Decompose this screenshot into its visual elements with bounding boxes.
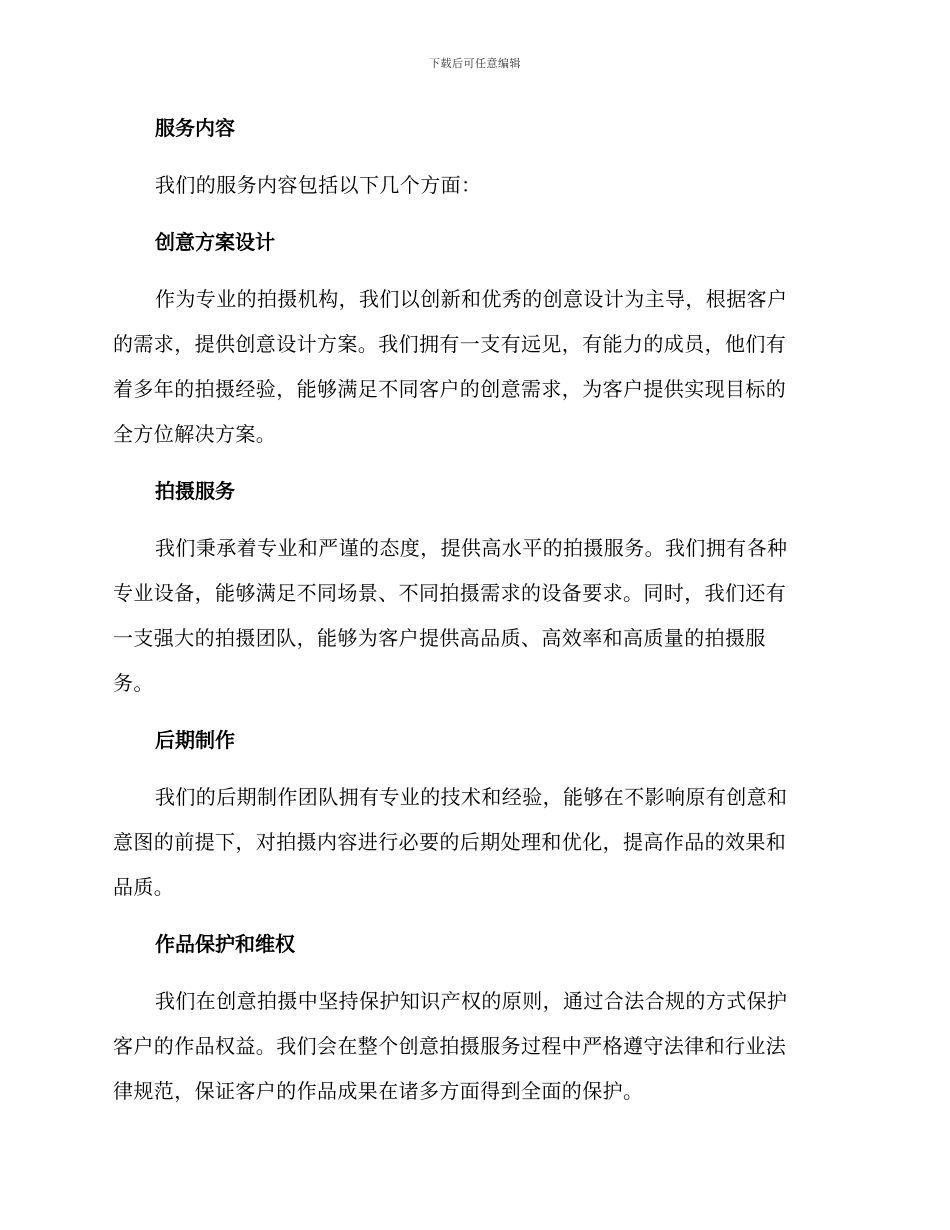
paragraph-copyright-protection <box>113 979 833 1114</box>
paragraph-line: 客户的作品权益。我们会在整个创意拍摄服务过程中严格遵守法律和行业法 <box>113 1034 787 1058</box>
section-heading-post-production: 后期制作 <box>155 728 235 752</box>
paragraph-line: 着多年的拍摄经验，能够满足不同客户的创意需求，为客户提供实现目标的 <box>113 377 787 401</box>
paragraph-line: 我们在创意拍摄中坚持保护知识产权的原则，通过合法合规的方式保护 <box>155 989 788 1013</box>
document-body <box>113 106 833 1126</box>
paragraph-line: 意图的前提下，对拍摄内容进行必要的后期处理和优化，提高作品的效果和 <box>113 830 787 854</box>
paragraph-creative-design <box>113 277 833 457</box>
paragraph-intro <box>113 163 833 208</box>
paragraph-shooting-service <box>113 526 833 706</box>
paragraph-line: 的需求，提供创意设计方案。我们拥有一支有远见，有能力的成员，他们有 <box>113 332 787 356</box>
paragraph-line: 品质。 <box>113 875 175 899</box>
header-note: 下载后可任意编辑 <box>429 57 521 70</box>
paragraph-line: 律规范，保证客户的作品成果在诸多方面得到全面的保护。 <box>113 1079 644 1103</box>
paragraph-line: 我们的服务内容包括以下几个方面： <box>155 173 482 197</box>
paragraph-line: 专业设备，能够满足不同场景、不同拍摄需求的设备要求。同时，我们还有 <box>113 581 787 605</box>
paragraph-line: 我们的后期制作团队拥有专业的技术和经验，能够在不影响原有创意和 <box>155 785 788 809</box>
paragraph-post-production <box>113 775 833 910</box>
section-heading-copyright-protection: 作品保护和维权 <box>155 932 295 956</box>
section-heading-creative-design: 创意方案设计 <box>155 230 275 254</box>
paragraph-line: 我们秉承着专业和严谨的态度，提供高水平的拍摄服务。我们拥有各种 <box>155 536 788 560</box>
section-heading-service-content: 服务内容 <box>155 116 235 140</box>
paragraph-line: 作为专业的拍摄机构，我们以创新和优秀的创意设计为主导，根据客户 <box>155 287 788 311</box>
paragraph-line: 一支强大的拍摄团队，能够为客户提供高品质、高效率和高质量的拍摄服 <box>113 626 766 650</box>
paragraph-line: 全方位解决方案。 <box>113 422 277 446</box>
paragraph-line: 务。 <box>113 671 154 695</box>
section-heading-shooting-service: 拍摄服务 <box>155 479 235 503</box>
